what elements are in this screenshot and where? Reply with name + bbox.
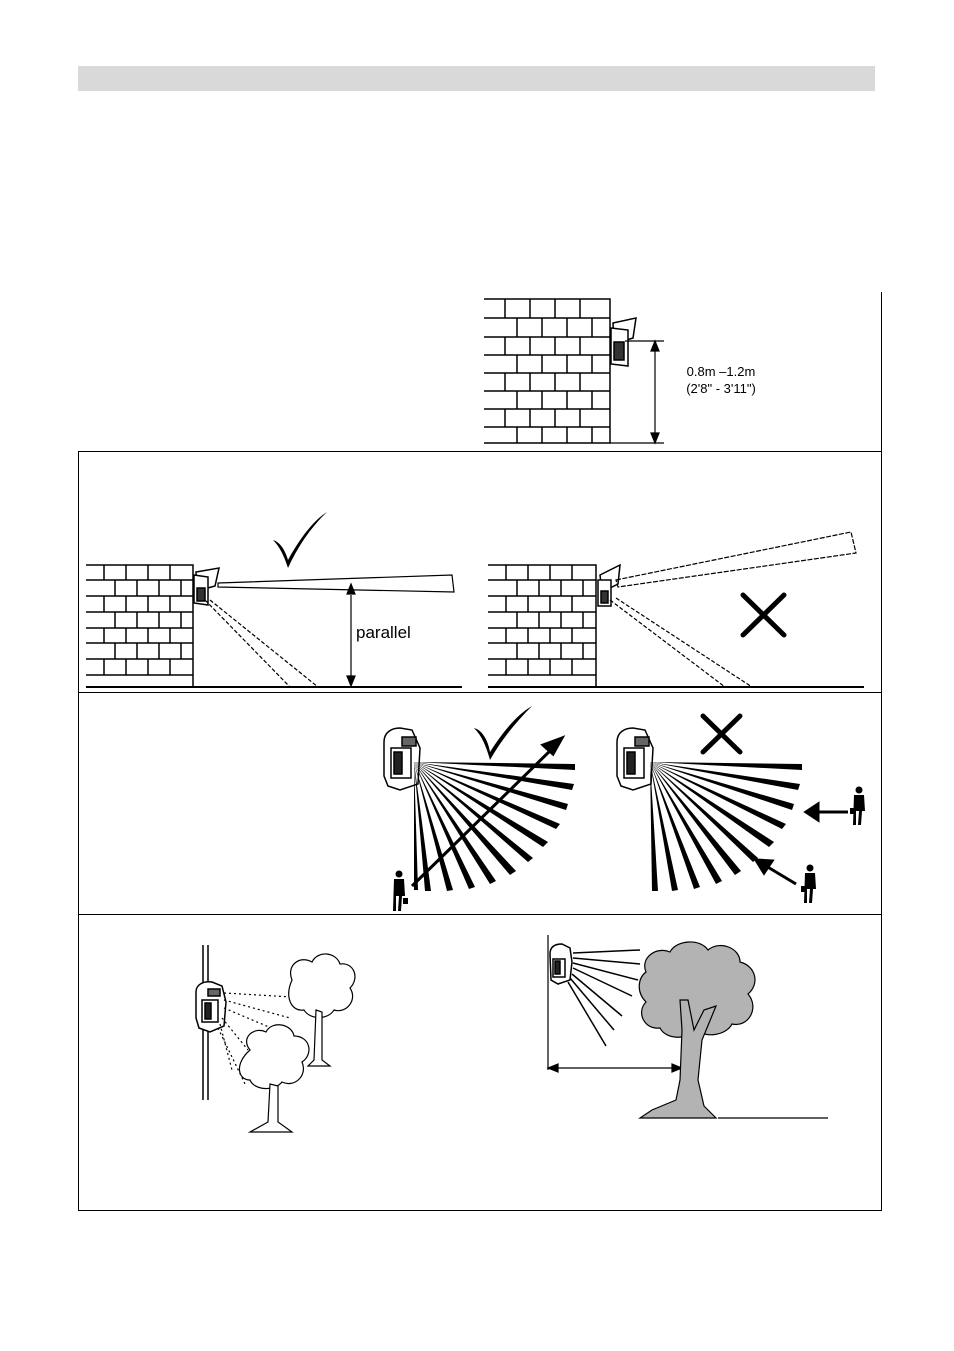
mounting-height-metric: 0.8m –1.2m bbox=[686, 364, 756, 379]
tree-icon bbox=[239, 1025, 309, 1132]
parallel-label: parallel bbox=[356, 623, 411, 642]
detector-icon bbox=[550, 944, 572, 984]
mounting-height-imperial: (2'8" - 3'11") bbox=[686, 381, 756, 396]
tree-icon bbox=[639, 942, 755, 1118]
detector-icon bbox=[196, 982, 226, 1032]
